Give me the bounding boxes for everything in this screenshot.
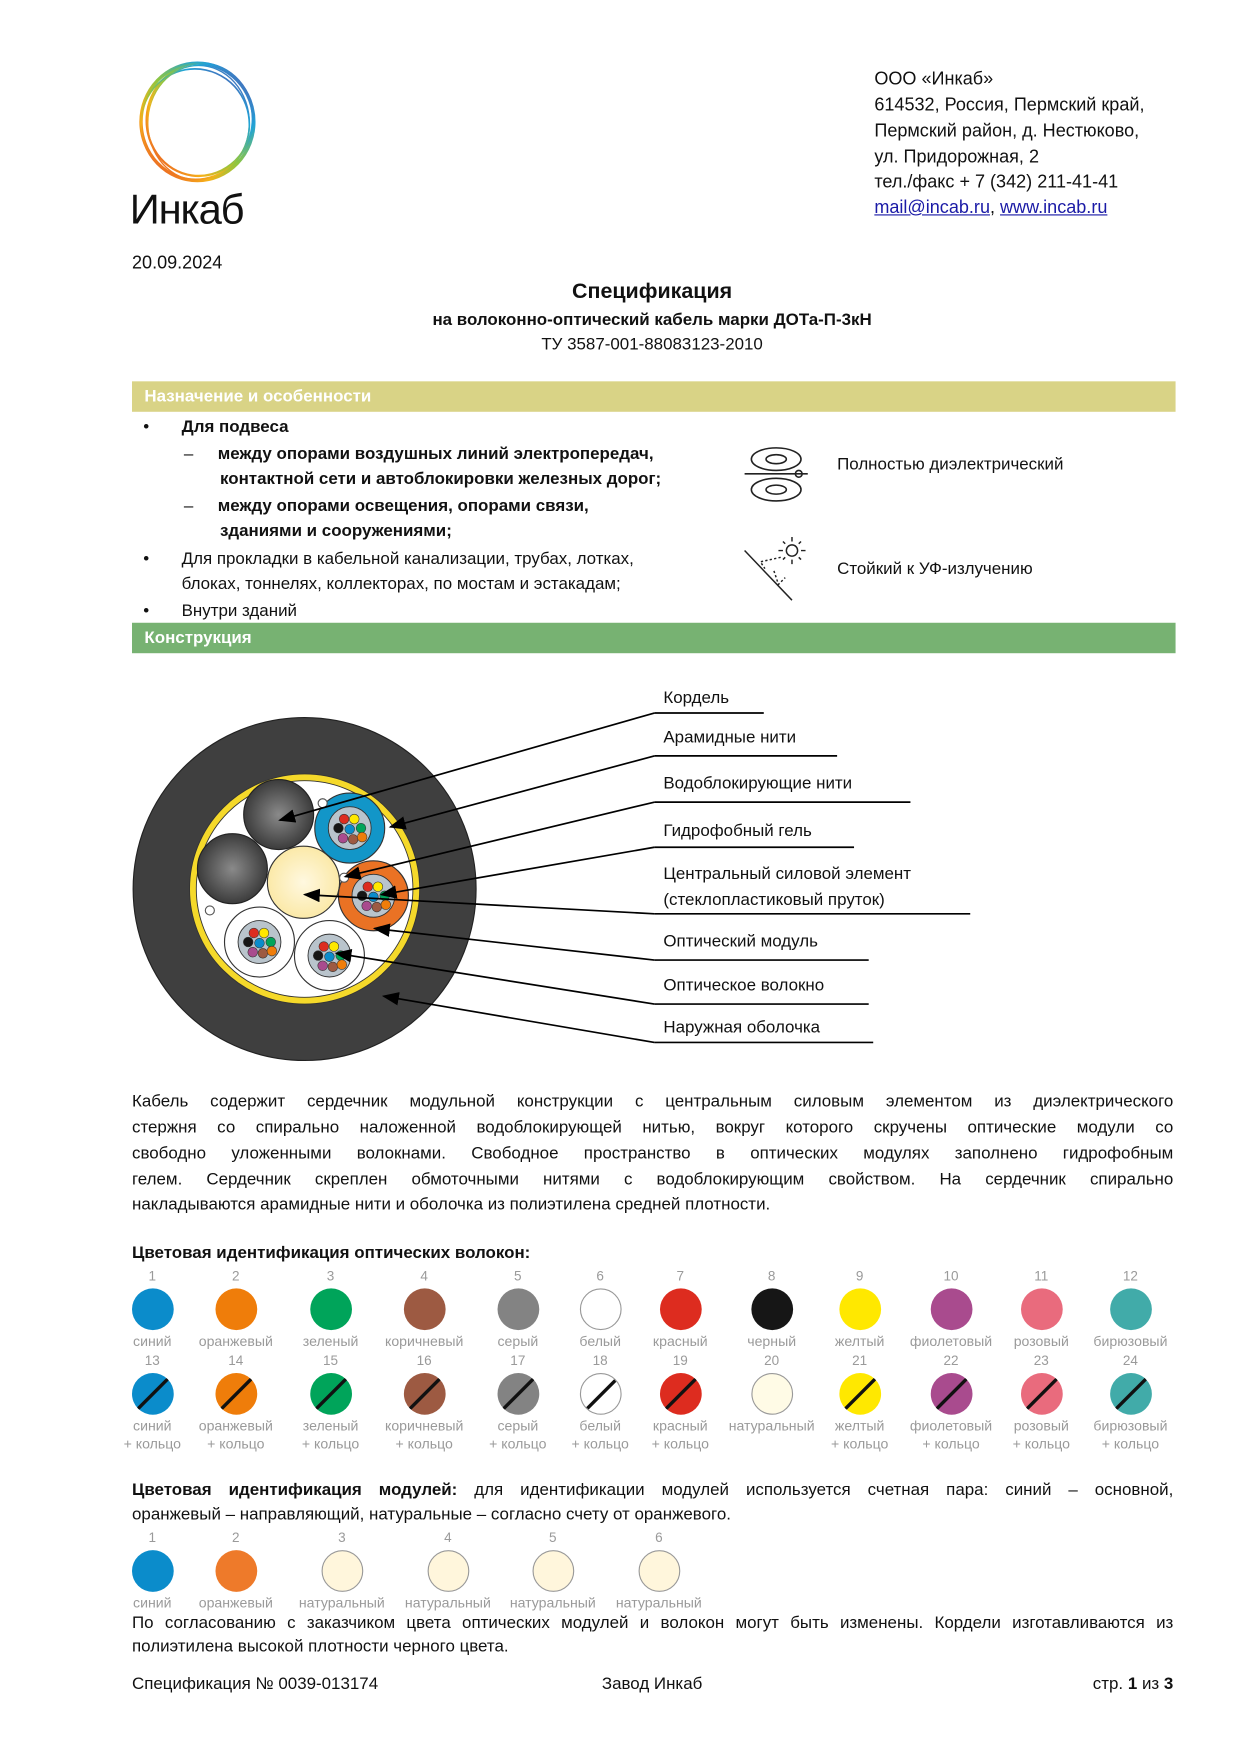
color-swatch	[555, 1268, 645, 1350]
fiber-color-dot	[215, 1550, 257, 1592]
swatch-number: 19	[672, 1352, 688, 1369]
swatch-number: 9	[855, 1268, 864, 1284]
swatch-name: красный	[652, 1418, 708, 1434]
section-purpose-header: Назначение и особенности	[132, 381, 1176, 411]
fiber-color-dot	[403, 1373, 445, 1415]
color-swatch	[1085, 1353, 1175, 1453]
fiber-color-dot	[579, 1373, 621, 1415]
bullet-icon: •	[143, 549, 150, 569]
optical-fiber	[318, 961, 328, 971]
address-line: Пермский район, д. Нестюково,	[874, 121, 1140, 142]
label-central-member-note: (стеклопластиковый пруток)	[663, 890, 885, 910]
optical-fiber	[357, 891, 367, 901]
optical-fiber	[381, 900, 391, 910]
swatch-number: 8	[767, 1268, 776, 1284]
optical-fiber	[348, 835, 358, 845]
label-cordel: Кордель	[663, 688, 730, 708]
optical-fiber	[325, 952, 335, 962]
swatch-name: натуральный	[298, 1595, 385, 1612]
page-title: Спецификация	[572, 279, 733, 304]
optical-fiber	[266, 937, 276, 947]
optical-module	[225, 907, 295, 977]
swatch-name: розовый	[1013, 1418, 1069, 1434]
description-line: стержня со спирально наложенной водоблокирующей нитью, вокруг которого скручены оптические модули со	[131, 1118, 1174, 1138]
swatch-name: коричневый	[384, 1418, 464, 1434]
optical-fiber	[329, 942, 339, 952]
fiber-color-dot	[321, 1550, 363, 1592]
color-swatch	[379, 1268, 469, 1350]
swatch-name: серый	[497, 1418, 539, 1434]
address-line: ул. Придорожная, 2	[874, 147, 1040, 167]
swatch-number: 21	[852, 1352, 868, 1369]
fiber-color-dot	[131, 1373, 173, 1415]
bullet-ducts: блоках, тоннелях, коллекторах, по мостам и эстакадам;	[181, 574, 621, 594]
optical-fiber	[349, 814, 359, 824]
fiber-color-dot	[751, 1288, 793, 1330]
color-swatch	[473, 1268, 563, 1350]
swatch-number: 4	[444, 1529, 452, 1546]
swatch-number: 20	[764, 1352, 780, 1369]
ring-suffix: + кольцо	[395, 1436, 453, 1452]
module-colors-text	[132, 1480, 1173, 1500]
sub-item: зданиями и сооружениями;	[219, 521, 452, 541]
optical-fiber	[334, 823, 344, 833]
bullet-indoor: Внутри зданий	[181, 601, 297, 621]
fiber-color-dot	[1020, 1288, 1062, 1330]
description-line: Кабель содержит сердечник модульной конструкции с центральным силовым элементом из диэлектрического	[131, 1092, 1174, 1112]
label-gel: Гидрофобный гель	[663, 821, 812, 841]
fiber-color-dot	[403, 1288, 445, 1330]
fiber-color-dot	[1020, 1373, 1062, 1415]
optical-fiber	[369, 892, 379, 902]
optical-module	[338, 861, 408, 931]
sub-item: контактной сети и автоблокировки железных дорог;	[219, 469, 662, 489]
dash-icon: –	[183, 496, 194, 516]
fiber-color-dot	[839, 1373, 881, 1415]
optical-fiber	[357, 832, 367, 842]
ring-suffix: + кольцо	[123, 1436, 181, 1452]
fiber-color-dot	[215, 1373, 257, 1415]
color-swatch	[107, 1353, 197, 1453]
fiber-color-dot	[930, 1373, 972, 1415]
page-prefix: стр.	[1092, 1674, 1124, 1694]
label-aramid: Арамидные нити	[663, 727, 797, 747]
email-link[interactable]: mail@incab.ru	[874, 198, 990, 218]
swatch-number: 13	[144, 1352, 160, 1369]
page-number: 1	[1127, 1674, 1138, 1694]
note-line: По согласованию с заказчиком цвета оптических модулей и волокон могут быть изменены. Кордели изготавливаются из	[131, 1613, 1174, 1633]
swatch-number: 7	[676, 1268, 685, 1284]
color-swatch	[727, 1353, 817, 1435]
ring-suffix: + кольцо	[571, 1436, 629, 1452]
color-swatch	[191, 1530, 281, 1612]
optical-fiber	[372, 902, 382, 912]
dash-icon: –	[183, 444, 194, 464]
swatch-name: желтый	[834, 1418, 885, 1434]
swatch-number: 15	[323, 1352, 339, 1369]
phone: тел./факс + 7 (342) 211-41-41	[874, 172, 1119, 192]
ring-suffix: + кольцо	[489, 1436, 547, 1452]
color-swatch	[906, 1268, 996, 1350]
section-construction-header: Конструкция	[132, 623, 1176, 653]
fiber-color-dot	[497, 1373, 539, 1415]
footer-plant: Завод Инкаб	[601, 1674, 703, 1694]
optical-fiber	[259, 928, 269, 938]
address-line: 614532, Россия, Пермский край,	[874, 95, 1145, 116]
optical-fiber	[362, 901, 372, 911]
swatch-name: желтый	[834, 1333, 885, 1350]
bullet-icon: •	[143, 601, 150, 621]
ring-suffix: + кольцо	[922, 1436, 980, 1452]
color-swatch	[191, 1353, 281, 1453]
swatch-name: натуральный	[404, 1595, 491, 1612]
swatch-name: натуральный	[509, 1595, 596, 1612]
description-line: свободно уложенными волокнами. Свободное пространство в оптических модулях заполнено гидрофобным	[131, 1143, 1174, 1164]
swatch-name: натуральный	[615, 1595, 702, 1612]
fiber-color-dot	[131, 1288, 173, 1330]
fiber-color-dot	[579, 1288, 621, 1330]
swatch-number: 3	[338, 1529, 346, 1546]
label-optical-fiber: Оптическое волокно	[663, 975, 825, 996]
optical-fiber	[337, 960, 347, 970]
fiber-color-dot	[659, 1373, 701, 1415]
swatch-number: 1	[148, 1268, 157, 1284]
color-swatch	[906, 1353, 996, 1453]
color-swatch	[996, 1268, 1086, 1350]
optical-fiber	[363, 882, 373, 892]
swatch-name: фиолетовый	[909, 1333, 993, 1350]
optical-fiber	[258, 948, 268, 958]
color-swatch	[635, 1353, 725, 1453]
color-swatch	[297, 1530, 387, 1612]
bullet-suspension: Для подвеса	[181, 417, 289, 437]
ring-suffix: + кольцо	[830, 1436, 889, 1452]
central-strength-member	[267, 846, 339, 918]
swatch-number: 11	[1034, 1268, 1049, 1284]
document-date: 20.09.2024	[131, 253, 223, 274]
optical-fiber	[313, 951, 323, 961]
fiber-color-dot	[310, 1373, 352, 1415]
sub-item: между опорами освещения, опорами связи,	[217, 496, 589, 516]
swatch-name: черный	[747, 1333, 797, 1350]
color-swatch	[107, 1268, 197, 1350]
description-line: накладываются арамидные нити и оболочка из полиэтилена средней плотности.	[131, 1194, 771, 1214]
swatch-number: 16	[416, 1352, 432, 1369]
fiber-color-dot	[497, 1288, 539, 1330]
swatch-name: белый	[579, 1333, 621, 1350]
color-swatch	[473, 1353, 563, 1453]
color-swatch	[379, 1353, 469, 1453]
feature-uv: Стойкий к УФ-излучению	[837, 559, 1033, 579]
color-swatch	[285, 1353, 375, 1453]
swatch-number: 14	[228, 1352, 244, 1369]
fiber-color-dot	[751, 1373, 793, 1415]
fiber-color-dot	[532, 1550, 574, 1592]
swatch-name: оранжевый	[198, 1595, 273, 1612]
color-swatch	[403, 1530, 493, 1612]
swatch-name: серый	[497, 1333, 539, 1350]
fiber-color-dot	[638, 1550, 680, 1592]
swatch-name: фиолетовый	[909, 1418, 993, 1434]
color-swatch	[285, 1268, 375, 1350]
page-of: из	[1141, 1674, 1160, 1694]
optical-fiber	[345, 824, 355, 834]
footer-spec-number: Спецификация № 0039-013174	[131, 1674, 379, 1694]
optical-fiber	[336, 951, 346, 961]
swatch-number: 3	[326, 1268, 335, 1284]
swatch-name: зеленый	[302, 1333, 359, 1350]
swatch-number: 5	[549, 1529, 557, 1546]
fiber-color-dot	[1110, 1373, 1152, 1415]
swatch-name: коричневый	[384, 1333, 464, 1350]
optical-fiber	[248, 947, 258, 957]
ring-suffix: + кольцо	[207, 1436, 265, 1452]
swatch-name: бирюзовый	[1093, 1333, 1168, 1350]
label-outer-jacket: Наружная оболочка	[663, 1017, 821, 1037]
swatch-number: 18	[592, 1352, 608, 1369]
module-colors-line: оранжевый – направляющий, натуральные – согласно счету от оранжевого.	[131, 1504, 731, 1525]
feature-dielectric: Полностью диэлектрический	[837, 454, 1064, 474]
color-swatch	[727, 1268, 817, 1350]
label-waterblocking: Водоблокирующие нити	[663, 773, 853, 794]
footer-page	[1093, 1674, 1174, 1694]
color-swatch	[815, 1268, 905, 1350]
label-central-member: Центральный силовой элемент	[663, 864, 912, 884]
description-line: гелем. Сердечник скреплен обмоточными нитями с водоблокирующим свойством. На сердечник спирально	[131, 1169, 1174, 1190]
fiber-color-dot	[215, 1288, 257, 1330]
company-name: ООО «Инкаб»	[874, 69, 994, 90]
swatch-number: 1	[148, 1529, 157, 1546]
sub-item: между опорами воздушных линий электропередач,	[217, 444, 654, 464]
swatch-number: 2	[232, 1529, 240, 1546]
page-subtitle: на волоконно-оптический кабель марки ДОТа-П-3кН	[432, 310, 872, 330]
swatch-name: оранжевый	[198, 1333, 273, 1350]
color-swatch	[996, 1353, 1086, 1453]
fiber-color-dot	[839, 1288, 881, 1330]
color-swatch	[614, 1530, 704, 1612]
swatch-name: синий	[133, 1333, 172, 1350]
swatch-name: бирюзовый	[1093, 1418, 1168, 1434]
fiber-color-dot	[310, 1288, 352, 1330]
swatch-name: синий	[133, 1595, 172, 1612]
logo-text: Инкаб	[129, 186, 244, 233]
ring-suffix: + кольцо	[301, 1436, 360, 1452]
swatch-number: 23	[1033, 1352, 1049, 1369]
swatch-number: 5	[514, 1268, 522, 1284]
bullet-icon: •	[143, 417, 150, 437]
note-line: полиэтилена высокой плотности черного цвета.	[131, 1636, 509, 1657]
fiber-color-dot	[131, 1550, 173, 1592]
bullet-ducts: Для прокладки в кабельной канализации, трубах, лотках,	[181, 549, 634, 569]
module-colors-line: для идентификации модулей используется счетная пара: синий – основной,	[474, 1480, 1174, 1500]
color-swatch	[635, 1268, 725, 1350]
swatch-name: красный	[652, 1333, 708, 1350]
color-swatch	[1085, 1268, 1175, 1350]
optical-fiber	[267, 946, 277, 956]
fiber-color-dot	[427, 1550, 469, 1592]
optical-fiber	[338, 833, 348, 843]
fiber-colors-heading: Цветовая идентификация оптических волокон:	[131, 1243, 531, 1263]
optical-fiber	[373, 882, 383, 892]
swatch-number: 24	[1122, 1352, 1138, 1369]
leader-arrow	[384, 996, 655, 1042]
module-colors-heading: Цветовая идентификация модулей:	[131, 1480, 458, 1500]
page-total: 3	[1163, 1674, 1174, 1694]
tu-number: ТУ 3587-001-88083123-2010	[541, 335, 763, 355]
swatch-name: синий	[133, 1418, 172, 1434]
swatch-name: оранжевый	[198, 1418, 273, 1434]
swatch-name: натуральный	[728, 1418, 815, 1434]
label-optical-module: Оптический модуль	[663, 931, 818, 952]
optical-fiber	[255, 938, 265, 948]
color-swatch	[508, 1530, 598, 1612]
swatch-number: 6	[655, 1529, 663, 1546]
fiber-color-dot	[659, 1288, 701, 1330]
website-link[interactable]: www.incab.ru	[1000, 198, 1108, 218]
swatch-number: 6	[596, 1268, 604, 1284]
optical-fiber	[328, 962, 338, 972]
color-swatch	[555, 1353, 645, 1453]
swatch-number: 2	[232, 1268, 240, 1284]
color-swatch	[191, 1268, 281, 1350]
swatch-number: 17	[510, 1352, 526, 1369]
swatch-number: 12	[1122, 1268, 1138, 1284]
swatch-number: 4	[420, 1268, 428, 1284]
color-swatch	[107, 1530, 197, 1612]
ring-suffix: + кольцо	[1101, 1436, 1160, 1452]
swatch-name: белый	[579, 1418, 621, 1434]
optical-fiber	[339, 814, 349, 824]
color-swatch	[815, 1353, 905, 1453]
optical-fiber	[249, 928, 259, 938]
optical-fiber	[319, 942, 329, 952]
swatch-number: 10	[943, 1268, 959, 1284]
fiber-color-dot	[1110, 1288, 1152, 1330]
swatch-name: розовый	[1013, 1333, 1069, 1350]
cordel-2	[197, 834, 267, 904]
swatch-number: 22	[943, 1352, 959, 1369]
separator: ,	[989, 198, 996, 218]
optical-fiber	[243, 937, 253, 947]
ring-suffix: + кольцо	[1012, 1436, 1070, 1452]
optical-fiber	[356, 823, 366, 833]
fiber-color-dot	[930, 1288, 972, 1330]
ring-suffix: + кольцо	[651, 1436, 709, 1452]
swatch-name: зеленый	[302, 1418, 359, 1434]
cordel-1	[244, 780, 314, 850]
